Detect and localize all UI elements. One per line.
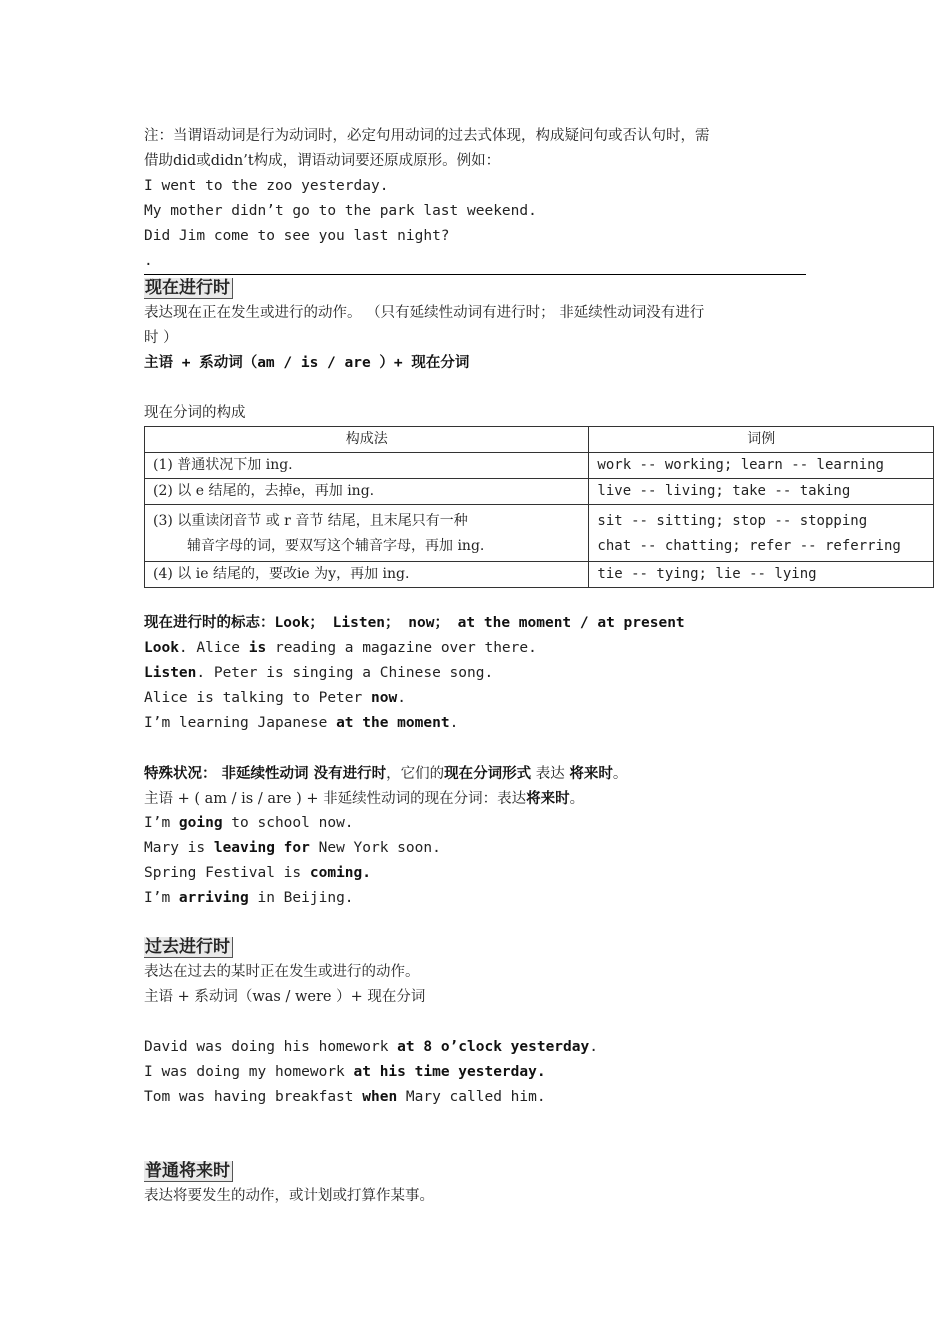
text: . (397, 690, 406, 706)
text: I’m (144, 815, 179, 831)
text: Tom was having breakfast (144, 1089, 363, 1105)
section-heading-past-progressive: 过去进行时 (144, 937, 233, 958)
text: 。 (569, 791, 585, 807)
participle-table (144, 426, 934, 588)
text: reading a magazine over there. (266, 640, 537, 656)
note-line-1: 注：当谓语动词是行为动词时，必定句用动词的过去式体现，构成疑问句或否认句时，需 (144, 128, 710, 144)
description-line-1: 表达现在正在发生或进行的动作。 （只有延续性动词有进行时； 非延续性动词没有进行 (144, 305, 705, 321)
table-row (145, 562, 934, 588)
text: I was doing my homework (144, 1064, 354, 1080)
text: 主语 + ( am / is / are ) + 非延续性动词的现在分词：表达 (144, 791, 527, 807)
section-heading-simple-future: 普通将来时 (144, 1161, 233, 1182)
text: Spring Festival is (144, 865, 310, 881)
keyword: 非延续性动词 没有进行时 (216, 765, 387, 782)
formula: 主语 + 系动词（am / is / are ）+ 现在分词 (144, 355, 470, 371)
keyword: now (370, 690, 398, 706)
table-title: 现在分词的构成 (144, 405, 246, 421)
text: New York soon. (309, 840, 441, 856)
text: David was doing his homework (144, 1039, 398, 1055)
divider (144, 274, 806, 275)
text: ，它们的 (386, 766, 445, 782)
keyword: at the moment (336, 715, 450, 731)
example-sentence (144, 836, 441, 861)
rule-text: 辅音字母的词，要双写这个辅音字母，再加 ing. (187, 538, 485, 554)
description-line-2: 时 ） (144, 330, 178, 346)
keyword: going (178, 815, 223, 831)
rule-text: (3) 以重读闭音节 或 r 音节 结尾，且末尾只有一种 (153, 513, 468, 529)
examples-cell: tie -- tying; lie -- lying (589, 562, 934, 588)
text: to school now. (222, 815, 354, 831)
markers-label: 现在进行时的标志 (144, 615, 260, 631)
special-formula (144, 786, 584, 812)
rule-cell: (1) 普通状况下加 ing. (145, 453, 589, 479)
text: . (589, 1039, 598, 1055)
description: 表达将要发生的动作，或计划或打算作某事。 (144, 1188, 434, 1204)
special-case-line (144, 761, 627, 787)
special-label: 特殊状况： (144, 765, 217, 782)
example-sentence (144, 861, 371, 886)
keyword: at his time yesterday. (353, 1064, 546, 1080)
text: . (449, 715, 459, 731)
table-row (145, 453, 934, 479)
keyword: 将来时 (569, 765, 613, 782)
section-heading-present-progressive: 现在进行时 (144, 278, 233, 299)
example-sentence (144, 686, 406, 711)
keyword: Look (144, 640, 179, 656)
markers-text: ：Look； Listen； now； at the moment / at present (260, 615, 685, 631)
example-sentence (144, 1060, 546, 1085)
example-sentence (144, 636, 537, 661)
example-text: sit -- sitting; stop -- stopping (597, 513, 868, 529)
formula: 主语 + 系动词（was / were ）+ 现在分词 (144, 989, 426, 1005)
text: in Beijing. (248, 890, 354, 906)
example-sentence (144, 1035, 598, 1060)
text: . Peter is singing a Chinese song. (196, 665, 494, 681)
examples-cell (589, 505, 934, 562)
example-sentence: Did Jim come to see you last night? (144, 228, 450, 244)
text: 。 (612, 766, 628, 782)
text: . Alice (178, 640, 249, 656)
text: I’m (144, 890, 179, 906)
example-sentence (144, 1085, 546, 1110)
keyword: coming. (309, 865, 371, 881)
note-line-2: 借助did或didn’t构成，谓语动词要还原成原形。例如： (144, 153, 501, 169)
rule-cell (145, 505, 589, 562)
text: I’m learning Japanese (144, 715, 337, 731)
dot: . (144, 253, 153, 269)
rule-cell: (4) 以 ie 结尾的，要改ie 为y，再加 ing. (145, 562, 589, 588)
examples-cell: work -- working; learn -- learning (589, 453, 934, 479)
keyword: leaving for (213, 840, 310, 856)
rule-cell: (2) 以 e 结尾的，去掉e，再加 ing. (145, 479, 589, 505)
examples-cell: live -- living; take -- taking (589, 479, 934, 505)
keyword: 将来时 (526, 790, 570, 807)
header-rule: 构成法 (145, 427, 589, 453)
table-header-row (145, 427, 934, 453)
text: Alice is talking to Peter (144, 690, 371, 706)
table-row (145, 479, 934, 505)
description: 表达在过去的某时正在发生或进行的动作。 (144, 964, 420, 980)
example-sentence (144, 711, 458, 736)
keyword: Listen (144, 665, 197, 681)
text: Mary called him. (397, 1089, 546, 1105)
text: Mary is (144, 840, 214, 856)
keyword: at 8 o’clock yesterday (397, 1039, 590, 1055)
table-row (145, 505, 934, 562)
example-sentence (144, 886, 354, 911)
example-sentence (144, 811, 354, 836)
example-sentence (144, 661, 493, 686)
header-examples: 词例 (589, 427, 934, 453)
example-text: chat -- chatting; refer -- referring (597, 538, 901, 554)
markers-line (144, 611, 685, 636)
text: 表达 (531, 766, 570, 782)
keyword: when (362, 1089, 398, 1105)
keyword: 现在分词形式 (444, 765, 532, 782)
keyword: is (248, 640, 267, 656)
keyword: arriving (178, 890, 249, 906)
example-sentence: My mother didn’t go to the park last weekend. (144, 203, 537, 219)
example-sentence: I went to the zoo yesterday. (144, 178, 389, 194)
